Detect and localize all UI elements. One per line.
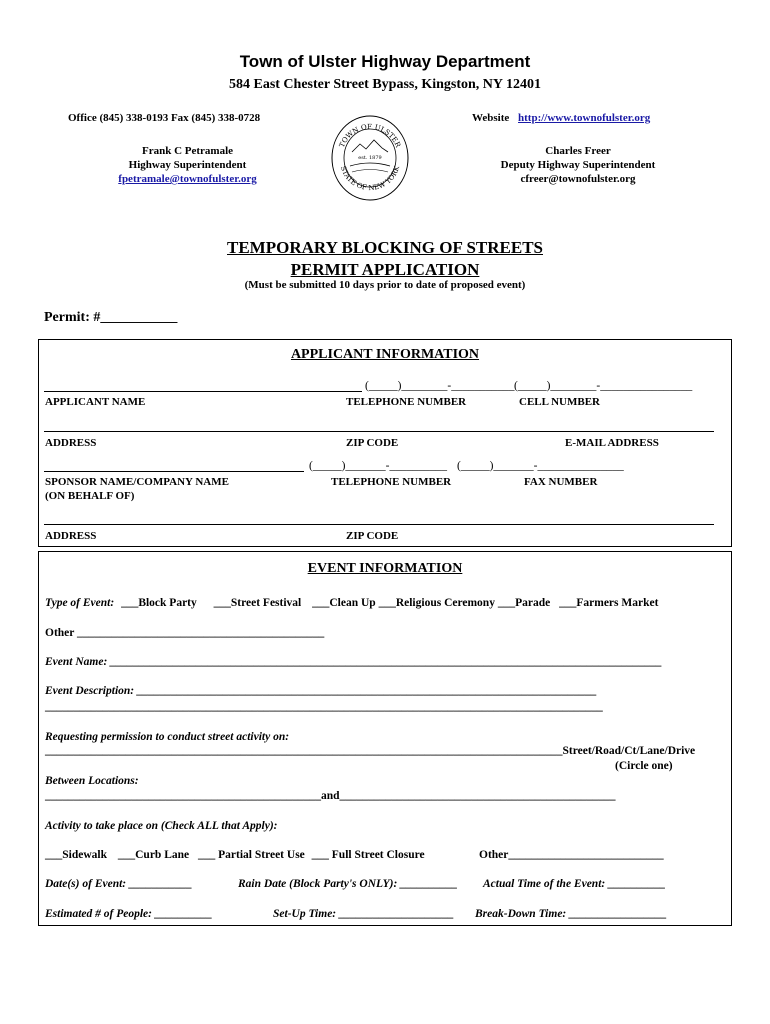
type-street-festival[interactable]: ___Street Festival bbox=[213, 597, 302, 609]
website-row bbox=[472, 112, 650, 124]
street-row bbox=[45, 745, 695, 757]
department-title: Town of Ulster Highway Department bbox=[239, 52, 531, 71]
event-type-row bbox=[45, 597, 658, 609]
between-locations-label: Between Locations: bbox=[45, 775, 139, 787]
telephone-label: TELEPHONE NUMBER bbox=[346, 396, 467, 408]
fax-field[interactable]: (_____)_______-_______________ bbox=[457, 460, 624, 472]
event-description-continued[interactable]: _________________________________________________________________________________________________ bbox=[45, 701, 603, 713]
telephone-field[interactable]: (_____)________-___________ bbox=[365, 380, 515, 392]
applicant-section-title: APPLICANT INFORMATION bbox=[290, 347, 480, 362]
sponsor-label-line2: (ON BEHALF OF) bbox=[45, 490, 135, 502]
circle-one-label: (Circle one) bbox=[615, 760, 673, 772]
town-seal-icon bbox=[330, 112, 410, 202]
activity-label: Activity to take place on (Check ALL that Apply): bbox=[45, 820, 278, 832]
event-section-title: EVENT INFORMATION bbox=[307, 561, 463, 576]
event-other-field[interactable]: Other ___________________________________________ bbox=[45, 627, 325, 639]
zip-label: ZIP CODE bbox=[346, 437, 399, 449]
type-farmers-market[interactable]: ___Farmers Market bbox=[559, 597, 659, 609]
rain-date-field[interactable]: Rain Date (Block Party's ONLY): __________ bbox=[238, 878, 458, 890]
type-block-party[interactable]: ___Block Party bbox=[121, 597, 197, 609]
cell-field[interactable]: (_____)________-________________ bbox=[514, 380, 693, 392]
activity-curb-lane[interactable]: ___Curb Lane bbox=[117, 849, 190, 861]
activity-row bbox=[45, 849, 425, 861]
sponsor-address-label: ADDRESS bbox=[45, 530, 97, 542]
sponsor-label-line1: SPONSOR NAME/COMPANY NAME bbox=[45, 476, 229, 488]
superintendent-email[interactable]: fpetramale@townofulster.org bbox=[118, 173, 257, 185]
permit-number-field[interactable]: Permit: #___________ bbox=[44, 310, 178, 325]
sponsor-address-field[interactable] bbox=[44, 524, 714, 525]
deputy-title: Deputy Highway Superintendent bbox=[500, 159, 656, 171]
department-address: 584 East Chester Street Bypass, Kingston, NY 12401 bbox=[228, 77, 542, 92]
event-name-field[interactable]: Event Name: ________________________________________________________________________________________________ bbox=[45, 656, 663, 668]
street-suffix: Street/Road/Ct/Lane/Drive bbox=[562, 745, 696, 757]
seal-bottom-text: STATE OF NEW YORK bbox=[338, 165, 402, 193]
sponsor-zip-label: ZIP CODE bbox=[346, 530, 399, 542]
fax-label: FAX NUMBER bbox=[524, 476, 598, 488]
deputy-email: cfreer@townofulster.org bbox=[520, 173, 636, 185]
website-label: Website bbox=[472, 112, 510, 124]
office-fax: Office (845) 338-0193 Fax (845) 338-0728 bbox=[68, 112, 261, 124]
activity-other-field[interactable]: Other___________________________ bbox=[479, 849, 664, 861]
between-locations-field[interactable]: ________________________________________________and________________________________________________ bbox=[45, 790, 616, 802]
address-field[interactable] bbox=[44, 431, 714, 432]
cell-label: CELL NUMBER bbox=[519, 396, 600, 408]
activity-sidewalk[interactable]: ___Sidewalk bbox=[45, 849, 107, 861]
superintendent-name: Frank C Petramale bbox=[141, 145, 234, 157]
activity-partial-street[interactable]: ___ Partial Street Use bbox=[198, 849, 305, 861]
setup-time-field[interactable]: Set-Up Time: ____________________ bbox=[273, 908, 455, 920]
seal-est-text: est. 1879 bbox=[358, 155, 382, 161]
type-parade[interactable]: ___Parade bbox=[497, 597, 551, 609]
people-count-field[interactable]: Estimated # of People: __________ bbox=[45, 908, 213, 920]
applicant-name-label: APPLICANT NAME bbox=[45, 396, 146, 408]
type-religious-ceremony[interactable]: ___Religious Ceremony bbox=[378, 597, 495, 609]
sponsor-telephone-field[interactable]: (_____)_______-__________ bbox=[309, 460, 447, 472]
event-description-field[interactable]: Event Description: ________________________________________________________________________________ bbox=[45, 685, 597, 697]
event-dates-field[interactable]: Date(s) of Event: ___________ bbox=[45, 878, 193, 890]
email-label: E-MAIL ADDRESS bbox=[565, 437, 659, 449]
breakdown-time-field[interactable]: Break-Down Time: _________________ bbox=[475, 908, 667, 920]
event-section bbox=[38, 551, 732, 926]
requesting-label: Requesting permission to conduct street activity on: bbox=[45, 731, 290, 743]
form-title-line2: PERMIT APPLICATION bbox=[290, 260, 480, 279]
applicant-name-field[interactable] bbox=[44, 391, 362, 392]
seal-top-text: TOWN OF ULSTER bbox=[337, 122, 403, 149]
type-clean-up[interactable]: ___Clean Up bbox=[312, 597, 376, 609]
actual-time-field[interactable]: Actual Time of the Event: __________ bbox=[483, 878, 666, 890]
applicant-section bbox=[38, 339, 732, 547]
form-title bbox=[0, 237, 770, 281]
form-note: (Must be submitted 10 days prior to date of proposed event) bbox=[244, 279, 526, 291]
sponsor-name-field[interactable] bbox=[44, 471, 304, 472]
event-type-label: Type of Event: bbox=[45, 597, 115, 609]
address-label: ADDRESS bbox=[45, 437, 97, 449]
deputy-name: Charles Freer bbox=[545, 145, 611, 157]
street-field[interactable]: __________________________________________________________________________________________ bbox=[45, 745, 563, 757]
superintendent-title: Highway Superintendent bbox=[128, 159, 247, 171]
form-title-line1: TEMPORARY BLOCKING OF STREETS bbox=[227, 238, 543, 257]
sponsor-telephone-label: TELEPHONE NUMBER bbox=[331, 476, 452, 488]
website-link[interactable]: http://www.townofulster.org bbox=[518, 112, 651, 124]
activity-full-closure[interactable]: ___ Full Street Closure bbox=[311, 849, 425, 861]
